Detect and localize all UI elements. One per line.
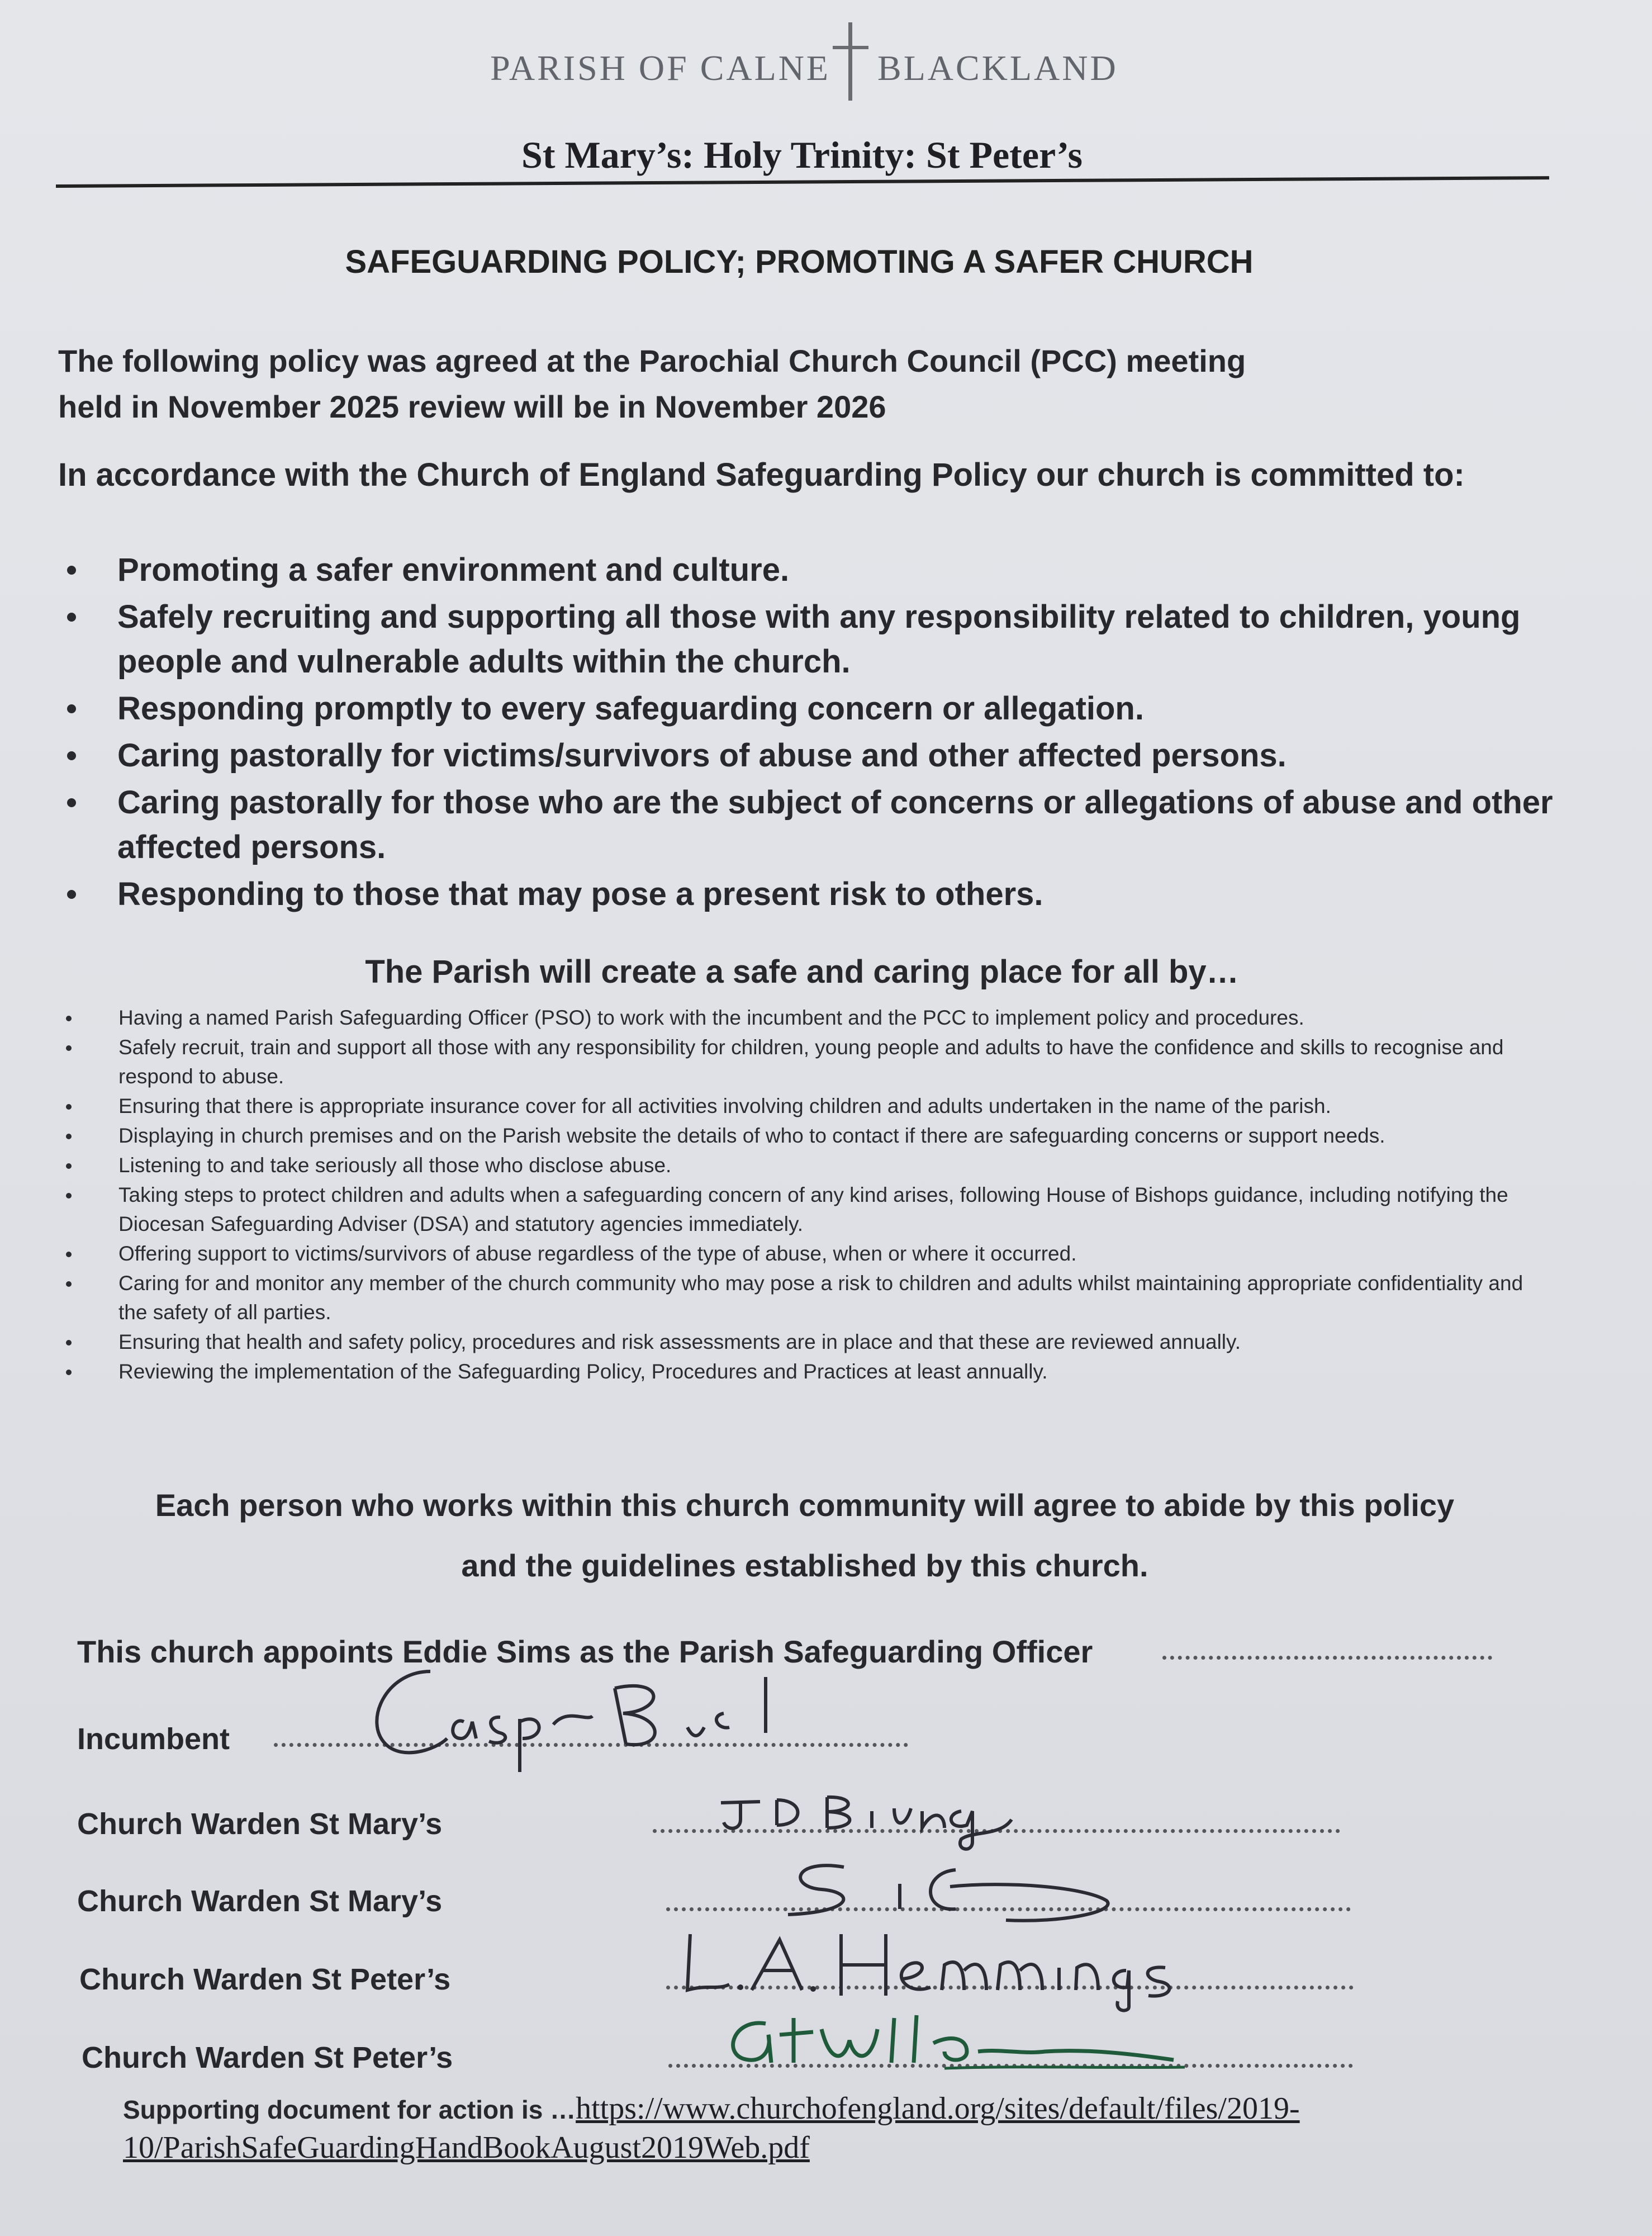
incumbent-signature: [352, 1655, 810, 1783]
intro-paragraph: [58, 338, 1455, 430]
list-item: Responding promptly to every safeguarding concern or allegation.: [61, 686, 1570, 731]
parish-header: [0, 22, 1652, 106]
list-item: Caring pastorally for victims/survivors of abuse and other affected persons.: [61, 733, 1570, 778]
actions-list: [61, 1003, 1548, 1387]
list-item: Promoting a safer environment and culture.: [61, 548, 1570, 593]
list-item: Having a named Parish Safeguarding Officer (PSO) to work with the incumbent and the PCC to implement policy and procedures.: [61, 1003, 1548, 1032]
list-item: Safely recruit, train and support all those with any responsibility for children, young people and adults to have the confidence and skills to recognise and respond to abuse.: [61, 1033, 1548, 1091]
bullet-icon: [66, 1252, 72, 1257]
pso-appointment: This church appoints Eddie Sims as the Parish Safeguarding Officer: [77, 1634, 1093, 1669]
intro-line-2: held in November 2025 review will be in November 2026: [58, 389, 886, 424]
bullet-icon: [66, 1281, 72, 1287]
intro-line-1: The following policy was agreed at the Parochial Church Council (PCC) meeting: [58, 343, 1246, 378]
list-item: Ensuring that health and safety policy, procedures and risk assessments are in place and that these are reviewed annually.: [61, 1328, 1548, 1357]
list-item: Taking steps to protect children and adults when a safeguarding concern of any kind arises, following House of Bishops guidance, including notifying the Diocesan Safeguarding Adviser (DSA) and statutory agencies immediately.: [61, 1181, 1548, 1239]
bullet-icon: [67, 751, 76, 760]
list-item: Caring for and monitor any member of the church community who may pose a risk to children and adults whilst maintaining appropriate confidentiality and the safety of all parties.: [61, 1269, 1548, 1327]
list-item: Displaying in church premises and on the Parish website the details of who to contact if there are safeguarding concerns or support needs.: [61, 1121, 1548, 1150]
supporting-document-link[interactable]: https://www.churchofengland.org/sites/default/files/2019-: [576, 2091, 1300, 2126]
bullet-icon: [67, 704, 76, 713]
supporting-document-line-1: [123, 2090, 1576, 2129]
churches-line: St Mary’s: Holy Trinity: St Peter’s: [521, 134, 1083, 176]
agreement-line-2: and the guidelines established by this church.: [461, 1548, 1148, 1583]
bullet-icon: [67, 890, 76, 899]
bullet-icon: [67, 798, 76, 807]
list-item: Responding to those that may pose a present risk to others.: [61, 872, 1570, 917]
list-item: Ensuring that there is appropriate insurance cover for all activities involving children and adults undertaken in the name of the parish.: [61, 1092, 1548, 1121]
warden-3-signature: [673, 1923, 1243, 2012]
bullet-icon: [67, 613, 76, 622]
warden-label-4: Church Warden St Peter’s: [82, 2041, 453, 2074]
list-item: Safely recruiting and supporting all those with any responsibility related to children, young people and vulnerable adults within the church.: [61, 595, 1570, 684]
header-divider: [56, 176, 1549, 188]
agreement-line-1: Each person who works within this church community will agree to abide by this policy: [155, 1487, 1455, 1523]
bullet-icon: [66, 1163, 72, 1169]
accordance-paragraph: In accordance with the Church of England Safeguarding Policy our church is committed to:: [58, 457, 1465, 493]
bullet-icon: [66, 1370, 72, 1375]
appointment-dotted-line: [1162, 1656, 1492, 1660]
bullet-icon: [66, 1045, 72, 1051]
incumbent-label: Incumbent: [77, 1722, 230, 1756]
warden-label-3: Church Warden St Peter’s: [79, 1963, 451, 1996]
cross-icon: [828, 22, 873, 101]
bullet-icon: [66, 1104, 72, 1110]
supporting-document-link-continued[interactable]: 10/ParishSafeGuardingHandBookAugust2019Web.pdf: [123, 2130, 810, 2165]
list-item: Reviewing the implementation of the Safeguarding Policy, Procedures and Practices at least annually.: [61, 1357, 1548, 1386]
bullet-icon: [67, 566, 76, 575]
warden-1-signature: [710, 1786, 1045, 1853]
bullet-icon: [66, 1134, 72, 1139]
warden-label-2: Church Warden St Mary’s: [77, 1884, 443, 1918]
bullet-icon: [66, 1193, 72, 1198]
section-heading: The Parish will create a safe and caring place for all by…: [365, 954, 1239, 990]
supporting-document: [123, 2090, 1576, 2168]
warden-label-1: Church Warden St Mary’s: [77, 1807, 443, 1841]
bullet-icon: [66, 1340, 72, 1346]
list-item: Listening to and take seriously all those who disclose abuse.: [61, 1151, 1548, 1180]
supporting-document-label: Supporting document for action is …: [123, 2095, 576, 2124]
list-item: Offering support to victims/survivors of abuse regardless of the type of abuse, when or where it occurred.: [61, 1239, 1548, 1268]
supporting-document-line-2: [123, 2129, 1576, 2168]
commitments-list: [61, 548, 1570, 919]
list-item: Caring pastorally for those who are the subject of concerns or allegations of abuse and other affected persons.: [61, 780, 1570, 870]
warden-2-signature: [771, 1856, 1129, 1929]
bullet-icon: [66, 1016, 72, 1021]
parish-name-left: PARISH OF CALNE: [490, 48, 830, 88]
policy-title: SAFEGUARDING POLICY; PROMOTING A SAFER CHURCH: [345, 244, 1254, 280]
parish-name-right: BLACKLAND: [877, 48, 1118, 88]
warden-4-signature: [710, 2007, 1213, 2079]
